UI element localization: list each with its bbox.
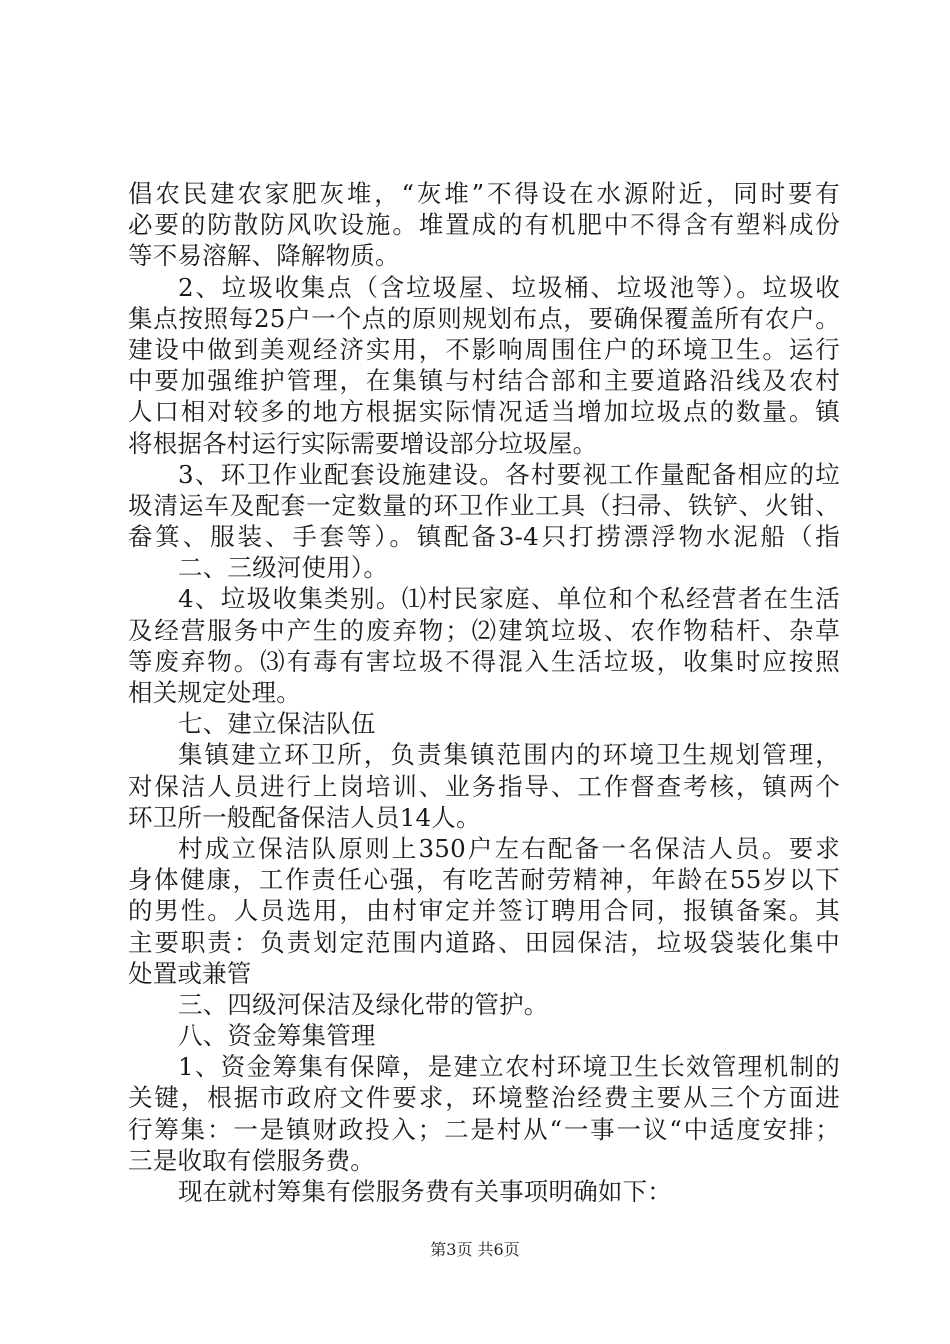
text-line: 关键，根据市政府文件要求，环境整治经费主要从三个方面进 [128, 1083, 840, 1113]
text-line: 倡农民建农家肥灰堆，“灰堆”不得设在水源附近，同时要有 [128, 179, 840, 208]
text-line: 将根据各村运行实际需要增设部分垃圾屋。 [128, 428, 598, 458]
text-line: 村成立保洁队原则上350户左右配备一名保洁人员。要求 [178, 833, 840, 863]
text-line: 行筹集：一是镇财政投入；二是村从“一事一议“中适度安排； [128, 1114, 840, 1144]
text-line: 必要的防散防风吹设施。堆置成的有机肥中不得含有塑料成份 [128, 210, 840, 240]
text-line: 环卫所一般配备保洁人员14人。 [128, 802, 481, 832]
text-line: 八、资金筹集管理 [178, 1021, 376, 1051]
text-line: 现在就村筹集有偿服务费有关事项明确如下： [178, 1177, 672, 1206]
text-line: 圾清运车及配套一定数量的环卫作业工具（扫帚、铁铲、火钳、 [128, 490, 840, 520]
text-line: 主要职责：负责划定范围内道路、田园保洁，垃圾袋装化集中 [128, 927, 840, 957]
text-line: 身体健康，工作责任心强，有吃苦耐劳精神，年龄在55岁以下 [128, 865, 840, 895]
text-line: 建设中做到美观经济实用，不影响周围住户的环境卫生。运行 [128, 334, 840, 364]
document-body [128, 178, 840, 1207]
text-line: 2、垃圾收集点（含垃圾屋、垃圾桶、垃圾池等）。垃圾收 [178, 272, 840, 302]
text-line: 畚箕、服装、手套等）。镇配备3-4只打捞漂浮物水泥船（指 [128, 522, 840, 552]
text-line: 对保洁人员进行上岗培训、业务指导、工作督查考核，镇两个 [128, 771, 840, 801]
text-line: 三、四级河保洁及绿化带的管护。 [178, 989, 549, 1019]
text-line: 的男性。人员选用，由村审定并签订聘用合同，报镇备案。其 [128, 896, 840, 926]
text-line: 相关规定处理。 [128, 678, 301, 707]
text-line: 二、三级河使用）。 [178, 553, 389, 583]
text-line: 集镇建立环卫所，负责集镇范围内的环境卫生规划管理， [178, 740, 840, 770]
text-line: 等不易溶解、降解物质。 [128, 241, 400, 271]
text-line: 处置或兼管 [128, 958, 252, 988]
text-line: 3、环卫作业配套设施建设。各村要视工作量配备相应的垃 [178, 459, 840, 489]
text-line: 集点按照每25户一个点的原则规划布点，要确保覆盖所有农户。 [128, 303, 840, 333]
text-line: 人口相对较多的地方根据实际情况适当增加垃圾点的数量。镇 [128, 397, 840, 427]
text-line: 1、资金筹集有保障，是建立农村环境卫生长效管理机制的 [178, 1052, 840, 1082]
text-line: 三是收取有偿服务费。 [128, 1145, 375, 1175]
text-line: 及经营服务中产生的废弃物；⑵建筑垃圾、农作物秸杆、杂草 [128, 615, 840, 645]
page-footer: 第3页 共6页 [430, 1240, 520, 1259]
text-line: 中要加强维护管理，在集镇与村结合部和主要道路沿线及农村 [128, 366, 840, 396]
text-line: 等废弃物。⑶有毒有害垃圾不得混入生活垃圾，收集时应按照 [128, 646, 840, 676]
text-line: 4、垃圾收集类别。⑴村民家庭、单位和个私经营者在生活 [178, 584, 840, 614]
text-line: 七、建立保洁队伍 [178, 709, 376, 739]
